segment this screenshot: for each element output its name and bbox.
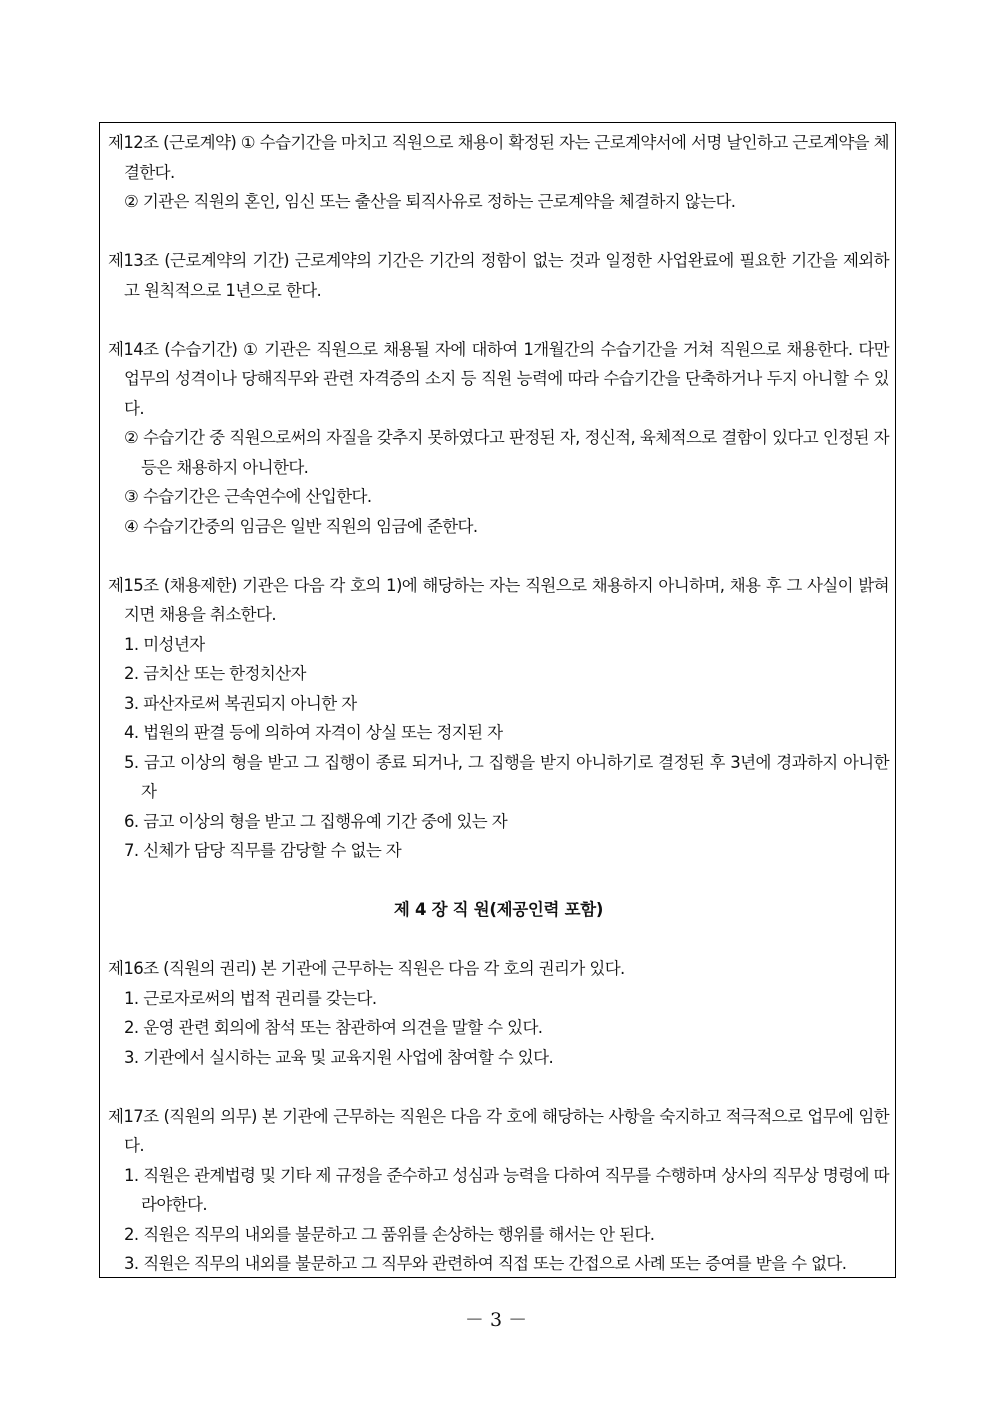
list-item: 1. 근로자로써의 법적 권리를 갖는다. <box>124 988 377 1008</box>
article-17 <box>108 1102 889 1279</box>
list-item: 3. 기관에서 실시하는 교육 및 교육지원 사업에 참여할 수 있다. <box>124 1047 554 1067</box>
article-15-paragraph-1: 제15조 (채용제한) 기관은 다음 각 호의 1)에 해당하는 자는 직원으로 채용하지 아니하며, 채용 후 그 사실이 밝혀지면 채용을 취소한다. <box>108 575 889 624</box>
article-12-paragraph-1: 제12조 (근로계약) ① 수습기간을 마치고 직원으로 채용이 확정된 자는 근로계약서에 서명 날인하고 근로계약을 체결한다. <box>108 133 889 182</box>
article-14-paragraph-1: 제14조 (수습기간) ① 기관은 직원으로 채용될 자에 대하여 1개월간의 수습기간을 거쳐 직원으로 채용한다. 다만 업무의 성격이나 당해직무와 관련 자격증의 소지 등 직원 능력에 따라 수습기간을 단축하거나 두지 아니할 수 있다. <box>108 339 889 418</box>
list-item: 4. 법원의 판결 등에 의하여 자격이 상실 또는 정지된 자 <box>124 723 503 742</box>
article-15 <box>108 571 889 866</box>
article-16-paragraph-1: 제16조 (직원의 권리) 본 기관에 근무하는 직원은 다음 각 호의 권리가 있다. <box>108 959 625 978</box>
article-12 <box>108 128 889 217</box>
page-number: － 3 － <box>464 1309 528 1331</box>
article-14-paragraph-3: ③ 수습기간은 근속연수에 산입한다. <box>124 487 372 506</box>
list-item: 7. 신체가 담당 직무를 감당할 수 없는 자 <box>124 841 402 860</box>
list-item: 2. 직원은 직무의 내외를 불문하고 그 품위를 손상하는 행위를 해서는 안 된다. <box>124 1224 655 1244</box>
chapter-4-heading: 제 4 장 직 원(제공인력 포함) <box>393 900 604 919</box>
list-item: 1. 미성년자 <box>124 634 205 654</box>
article-14 <box>108 335 889 542</box>
list-item: 2. 운영 관련 회의에 참석 또는 참관하여 의견을 말할 수 있다. <box>124 1018 543 1037</box>
document-body <box>108 128 889 1279</box>
article-13-paragraph-1: 제13조 (근로계약의 기간) 근로계약의 기간은 기간의 정함이 없는 것과 일정한 사업완료에 필요한 기간을 제외하고 원칙적으로 1년으로 한다. <box>108 251 889 300</box>
list-item: 5. 금고 이상의 형을 받고 그 집행이 종료 되거나, 그 집행을 받지 아니하기로 결정된 후 3년에 경과하지 아니한 자 <box>124 752 889 801</box>
article-16 <box>108 954 889 1072</box>
list-item: 3. 직원은 직무의 내외를 불문하고 그 직무와 관련하여 직접 또는 간접으로 사례 또는 증여를 받을 수 없다. <box>124 1254 847 1273</box>
article-12-paragraph-2: ② 기관은 직원의 혼인, 임신 또는 출산을 퇴직사유로 정하는 근로계약을 체결하지 않는다. <box>124 192 736 211</box>
list-item: 6. 금고 이상의 형을 받고 그 집행유예 기간 중에 있는 자 <box>124 811 508 831</box>
article-14-paragraph-4: ④ 수습기간중의 임금은 일반 직원의 임금에 준한다. <box>124 516 478 536</box>
list-item: 1. 직원은 관계법령 및 기타 제 규정을 준수하고 성심과 능력을 다하여 직무를 수행하며 상사의 직무상 명령에 따라야한다. <box>124 1165 889 1214</box>
list-item: 2. 금치산 또는 한정치산자 <box>124 664 306 683</box>
article-17-paragraph-1: 제17조 (직원의 의무) 본 기관에 근무하는 직원은 다음 각 호에 해당하는 사항을 숙지하고 적극적으로 업무에 임한다. <box>108 1106 889 1155</box>
article-14-paragraph-2: ② 수습기간 중 직원으로써의 자질을 갖추지 못하였다고 판정된 자, 정신적, 육체적으로 결함이 있다고 인정된 자 등은 채용하지 아니한다. <box>124 428 889 477</box>
list-item: 3. 파산자로써 복권되지 아니한 자 <box>124 693 357 713</box>
article-13 <box>108 246 889 305</box>
